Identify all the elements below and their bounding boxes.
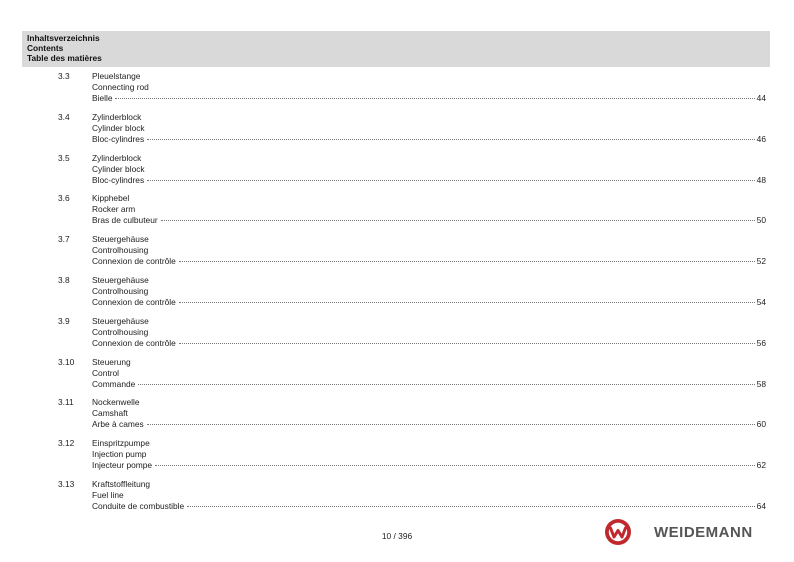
title-fr: Connexion de contrôle	[92, 296, 176, 307]
title-fr: Bloc-cylindres	[92, 133, 145, 144]
toc-entry[interactable]	[0, 275, 794, 316]
section-number: 3.8	[58, 274, 70, 285]
title-fr-row	[92, 501, 766, 512]
dot-leader	[155, 465, 755, 466]
page-number-link[interactable]: 50	[756, 215, 766, 226]
title-en: Cylinder block	[92, 163, 145, 174]
title-en: Camshaft	[92, 408, 128, 419]
dot-leader	[147, 424, 755, 425]
dot-leader	[187, 506, 754, 507]
title-de: Steuergehäuse	[92, 274, 149, 285]
section-titles	[92, 357, 766, 390]
title-de: Steuergehäuse	[92, 234, 149, 245]
title-fr-row	[92, 134, 766, 145]
title-de: Einspritzpumpe	[92, 438, 150, 449]
brand-logo	[604, 518, 753, 546]
title-fr: Bielle	[92, 93, 113, 103]
dot-leader	[179, 261, 755, 262]
dot-leader	[161, 220, 755, 221]
section-number: 3.12	[58, 438, 75, 449]
title-fr-row	[92, 419, 766, 430]
page-number-link[interactable]: 56	[756, 337, 766, 348]
toc-list	[0, 71, 794, 520]
title-en: Injection pump	[92, 449, 147, 460]
title-en: Fuel line	[92, 489, 124, 500]
toc-header	[22, 31, 770, 67]
toc-entry[interactable]	[0, 193, 794, 234]
section-titles	[92, 479, 766, 512]
page-number-link[interactable]: 48	[756, 174, 766, 185]
dot-leader	[179, 343, 755, 344]
toc-entry[interactable]	[0, 153, 794, 194]
title-en: Control	[92, 367, 119, 378]
title-en: Cylinder block	[92, 122, 145, 133]
page-number-link[interactable]: 46	[756, 133, 766, 144]
title-fr-row	[92, 93, 766, 104]
toc-entry[interactable]	[0, 479, 794, 520]
section-number: 3.3	[58, 71, 70, 81]
title-fr-row	[92, 338, 766, 349]
dot-leader	[115, 98, 754, 99]
section-titles	[92, 234, 766, 267]
page-number-link[interactable]: 52	[756, 256, 766, 267]
toc-entry[interactable]	[0, 397, 794, 438]
header-title-de: Inhaltsverzeichnis	[27, 33, 100, 43]
section-titles	[92, 316, 766, 349]
title-fr-row	[92, 175, 766, 186]
title-fr: Commande	[92, 378, 136, 389]
section-number: 3.5	[58, 152, 70, 163]
section-titles	[92, 112, 766, 145]
header-title-en: Contents	[27, 43, 64, 53]
title-fr-row	[92, 460, 766, 471]
section-titles	[92, 193, 766, 226]
brand-name: WEIDEMANN	[654, 523, 753, 541]
toc-entry[interactable]	[0, 438, 794, 479]
title-fr: Injecteur pompe	[92, 460, 153, 471]
page-number-link[interactable]: 64	[756, 500, 766, 511]
section-number: 3.13	[58, 478, 75, 489]
page-number-link[interactable]: 54	[756, 296, 766, 307]
title-fr: Bras de culbuteur	[92, 215, 158, 226]
title-en: Controlhousing	[92, 245, 149, 256]
page-number-link[interactable]: 44	[756, 93, 766, 103]
dot-leader	[147, 180, 755, 181]
section-titles	[92, 397, 766, 430]
section-number: 3.11	[58, 397, 74, 408]
title-de: Nockenwelle	[92, 397, 140, 408]
title-de: Steuergehäuse	[92, 315, 149, 326]
section-titles	[92, 71, 766, 104]
section-number: 3.6	[58, 193, 70, 204]
title-en: Connecting rod	[92, 82, 149, 92]
section-titles	[92, 275, 766, 308]
title-fr-row	[92, 215, 766, 226]
section-number: 3.9	[58, 315, 70, 326]
section-titles	[92, 438, 766, 471]
title-fr-row	[92, 256, 766, 267]
title-fr: Connexion de contrôle	[92, 256, 176, 267]
dot-leader	[179, 302, 755, 303]
toc-entry[interactable]	[0, 357, 794, 398]
title-en: Rocker arm	[92, 204, 136, 215]
toc-entry[interactable]	[0, 234, 794, 275]
section-number: 3.4	[58, 111, 70, 122]
title-fr: Bloc-cylindres	[92, 174, 145, 185]
title-de: Kraftstoffleitung	[92, 478, 151, 489]
dot-leader	[138, 384, 754, 385]
title-de: Zylinderblock	[92, 111, 142, 122]
title-fr-row	[92, 379, 766, 390]
title-fr: Connexion de contrôle	[92, 337, 176, 348]
title-fr: Arbe à cames	[92, 419, 144, 430]
title-de: Kipphebel	[92, 193, 130, 204]
title-de: Steuerung	[92, 356, 131, 367]
weidemann-logo-icon	[604, 518, 632, 546]
section-titles	[92, 153, 766, 186]
title-de: Pleuelstange	[92, 71, 141, 81]
header-title-fr: Table des matières	[27, 53, 102, 63]
title-en: Controlhousing	[92, 285, 149, 296]
title-fr: Conduite de combustible	[92, 500, 185, 511]
page-number-link[interactable]: 60	[756, 419, 766, 430]
section-number: 3.7	[58, 234, 70, 245]
title-en: Controlhousing	[92, 326, 149, 337]
page-number-link[interactable]: 58	[756, 378, 766, 389]
toc-entry[interactable]	[0, 71, 794, 112]
dot-leader	[147, 139, 755, 140]
section-number: 3.10	[58, 356, 75, 367]
page-number-link[interactable]: 62	[756, 460, 766, 471]
toc-entry[interactable]	[0, 112, 794, 153]
title-fr-row	[92, 297, 766, 308]
toc-entry[interactable]	[0, 316, 794, 357]
page-indicator: 10 / 396	[381, 531, 413, 541]
title-de: Zylinderblock	[92, 152, 142, 163]
